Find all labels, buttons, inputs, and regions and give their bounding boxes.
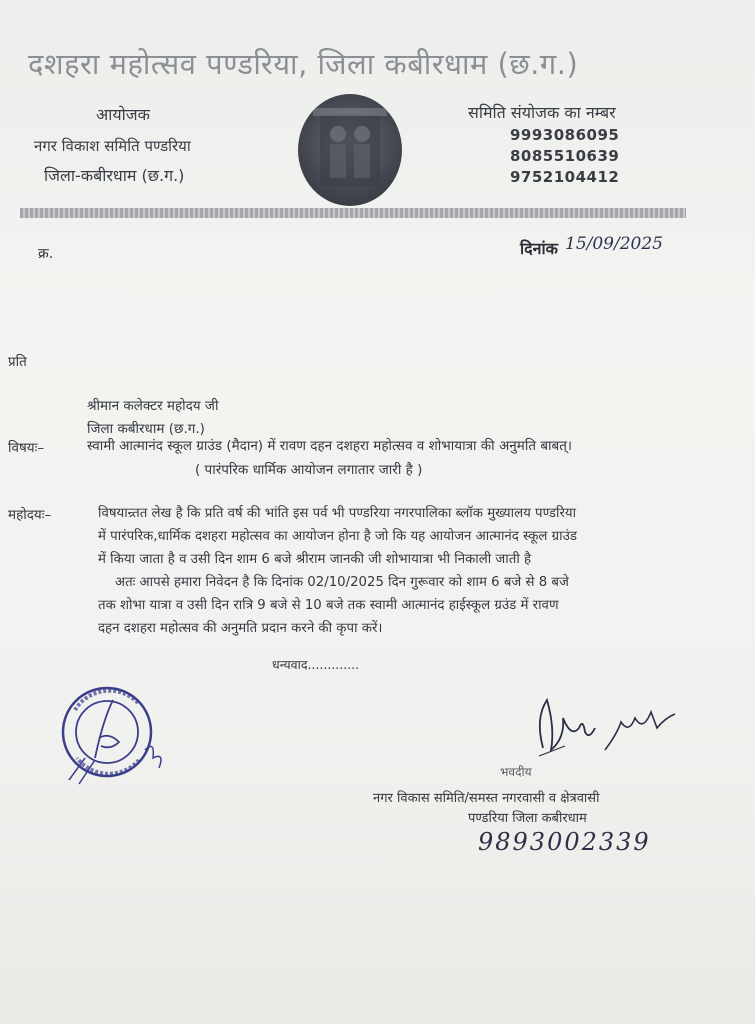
reference-label: क्र. — [38, 246, 54, 262]
salutation: महोदयः– — [8, 507, 52, 523]
phone-number: 9752104412 — [510, 168, 620, 186]
organizer-district: जिला-कबीरधाम (छ.ग.) — [44, 166, 185, 185]
handwritten-phone: 9893002339 — [478, 828, 651, 856]
subject-label: विषयः– — [8, 440, 45, 456]
body-line: दहन दशहरा महोत्सव की अनुमति प्रदान करने की कृपा करें। — [98, 621, 383, 636]
date-label: दिनांक — [520, 239, 558, 258]
addressee-line: जिला कबीरधाम (छ.ग.) — [87, 421, 205, 437]
body-line: विषयान्र्तत लेख है कि प्रति वर्ष की भांति इस पर्व भी पण्डरिया नगरपालिका ब्लॉक मुख्यालय पण्डरिया — [98, 506, 577, 521]
closing-text: भवदीय — [500, 765, 532, 779]
to-label: प्रति — [8, 354, 27, 370]
organizer-name: नगर विकाश समिति पण्डरिया — [34, 137, 191, 155]
body-line: तक शोभा यात्रा व उसी दिन रात्रि 9 बजे से 10 बजे तक स्वामी आत्मानंद हाईस्कूल ग्रउंड में रावण — [98, 598, 559, 613]
subject-subtext: ( पारंपरिक धार्मिक आयोजन लगातार जारी है ) — [195, 462, 423, 478]
phone-number: 8085510639 — [510, 147, 620, 165]
date-value: 15/09/2025 — [565, 234, 663, 254]
signature — [525, 688, 685, 768]
sender-line: पण्डरिया जिला कबीरधाम — [468, 811, 587, 826]
deity-photo-emblem — [298, 94, 402, 206]
contact-label: समिति संयोजक का नम्बर — [468, 103, 616, 122]
thanks-text: धन्यवाद............. — [272, 657, 360, 672]
organizer-label: आयोजक — [96, 105, 150, 124]
subject-text: स्वामी आत्मानंद स्कूल ग्राउंड (मैदान) में रावण दहन दशहरा महोत्सव व शोभायात्रा की अनुमति बाबत्। — [87, 438, 573, 454]
addressee-line: श्रीमान कलेक्टर महोदय जी — [87, 398, 219, 414]
organization-stamp — [55, 680, 190, 790]
letterhead-title: दशहरा महोत्सव पण्डरिया, जिला कबीरधाम (छ.ग.) — [28, 47, 579, 81]
sender-line: नगर विकास समिति/समस्त नगरवासी व क्षेत्रवासी — [373, 791, 600, 806]
letterhead-divider — [20, 208, 686, 218]
body-line: में पारंपरिक,धार्मिक दशहरा महोत्सव का आयोजन होना है जो कि यह आयोजन आत्मानंद स्कूल ग्राउंड — [98, 529, 578, 544]
body-line: अतः आपसे हमारा निवेदन है कि दिनांक 02/10/2025 दिन गुरूवार को शाम 6 बजे से 8 बजे — [98, 575, 569, 590]
body-line: में किया जाता है व उसी दिन शाम 6 बजे श्रीराम जानकी जी शोभायात्रा भी निकाली जाती है — [98, 552, 532, 567]
phone-number: 9993086095 — [510, 126, 620, 144]
